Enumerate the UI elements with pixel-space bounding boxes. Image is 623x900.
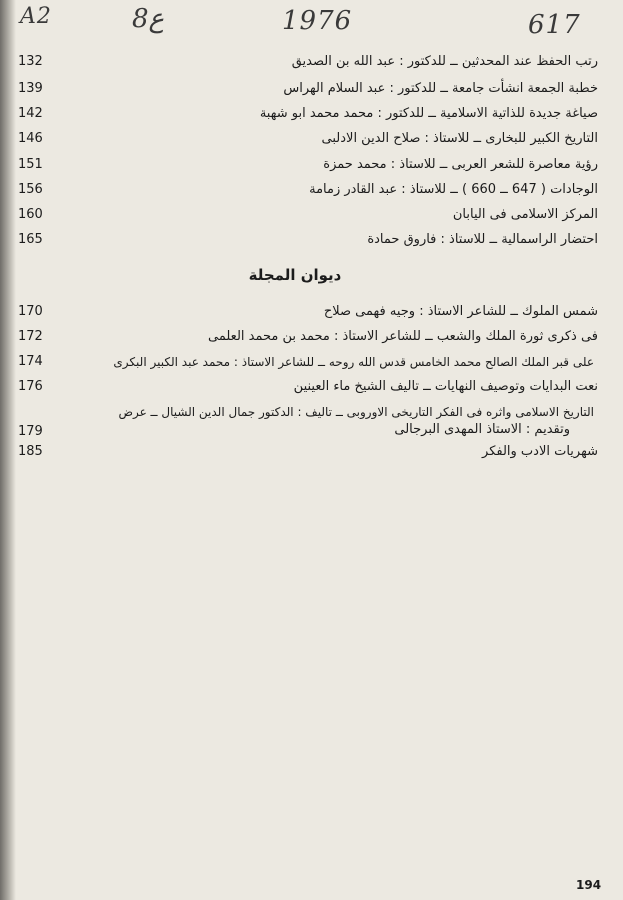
toc-entry [16, 129, 598, 151]
toc-title-continued: وتقديم : الاستاذ المهدى البرجالى [394, 422, 570, 437]
toc-entry [16, 442, 598, 464]
toc-entry [16, 230, 598, 252]
toc-entry [16, 377, 598, 399]
toc-entry [16, 79, 598, 101]
toc-entry [16, 155, 598, 177]
toc-title: المركز الاسلامى فى اليابان [452, 207, 598, 222]
toc-title: رتب الحفظ عند المحدثين ــ للدكتور : عبد الله بن الصديق [291, 54, 598, 69]
toc-title: التاريخ الكبير للبخارى ــ للاستاذ : صلاح الدين الادلبى [321, 131, 598, 146]
handwritten-mark-b: 8ع [132, 4, 165, 34]
toc-title: شمس الملوك ــ للشاعر الاستاذ : وجيه فهمى صلاح [323, 304, 598, 319]
toc-page: 142 [18, 106, 43, 121]
toc-page: 176 [18, 379, 43, 394]
toc-title: نعت البدايات وتوصيف النهايات ــ تاليف الشيخ ماء العينين [293, 379, 598, 394]
toc-page: 139 [18, 81, 43, 96]
toc-entry [16, 180, 598, 202]
section-heading: ديوان المجلة [248, 266, 342, 284]
toc-page: 156 [18, 182, 43, 197]
toc-page: 165 [18, 232, 43, 247]
toc-entry [16, 352, 598, 374]
toc-page: 151 [18, 157, 43, 172]
toc-entry [16, 52, 598, 74]
toc-page: 146 [18, 131, 43, 146]
toc-title: خطبة الجمعة انشأت جامعة ــ للدكتور : عبد السلام الهراس [283, 81, 598, 96]
toc-title: على قبر الملك الصالح محمد الخامس قدس الله روحه ــ للشاعر الاستاذ : محمد عبد الكبير البكرى [113, 355, 594, 369]
toc-entry [16, 327, 598, 349]
toc-title: التاريخ الاسلامى واثره فى الفكر التاريخى الاوروبى ــ تاليف : الدكتور جمال الدين الشيال ــ عرض [118, 405, 594, 419]
toc-page: 170 [18, 304, 43, 319]
page-edge-shadow [0, 0, 16, 900]
toc-entry [16, 205, 598, 227]
toc-title: رؤية معاصرة للشعر العربى ــ للاستاذ : محمد حمزة [323, 157, 598, 172]
toc-title: فى ذكرى ثورة الملك والشعب ــ للشاعر الاستاذ : محمد بن محمد العلمى [208, 329, 598, 344]
toc-title: صياغة جديدة للذاتية الاسلامية ــ للدكتور : محمد محمد ابو شهبة [259, 106, 598, 121]
handwritten-number: 617 [528, 10, 581, 40]
toc-title: الوجادات ( 647 ــ 660 ) ــ للاستاذ : عبد القادر زمامة [309, 182, 598, 197]
handwritten-mark-a: A2 [20, 4, 52, 29]
toc-entry [16, 104, 598, 126]
toc-page: 185 [18, 444, 43, 459]
toc-page: 172 [18, 329, 43, 344]
toc-entry [16, 402, 598, 446]
toc-page: 160 [18, 207, 43, 222]
toc-page: 174 [18, 354, 43, 369]
handwritten-year: 1976 [282, 6, 353, 36]
toc-title: احتضار الراسمالية ــ للاستاذ : فاروق حمادة [367, 232, 598, 247]
toc-page: 132 [18, 54, 43, 69]
toc-entry [16, 302, 598, 324]
toc-page: 179 [18, 424, 43, 439]
toc-title: شهريات الادب والفكر [482, 444, 598, 459]
page-number: 194 [576, 878, 602, 892]
